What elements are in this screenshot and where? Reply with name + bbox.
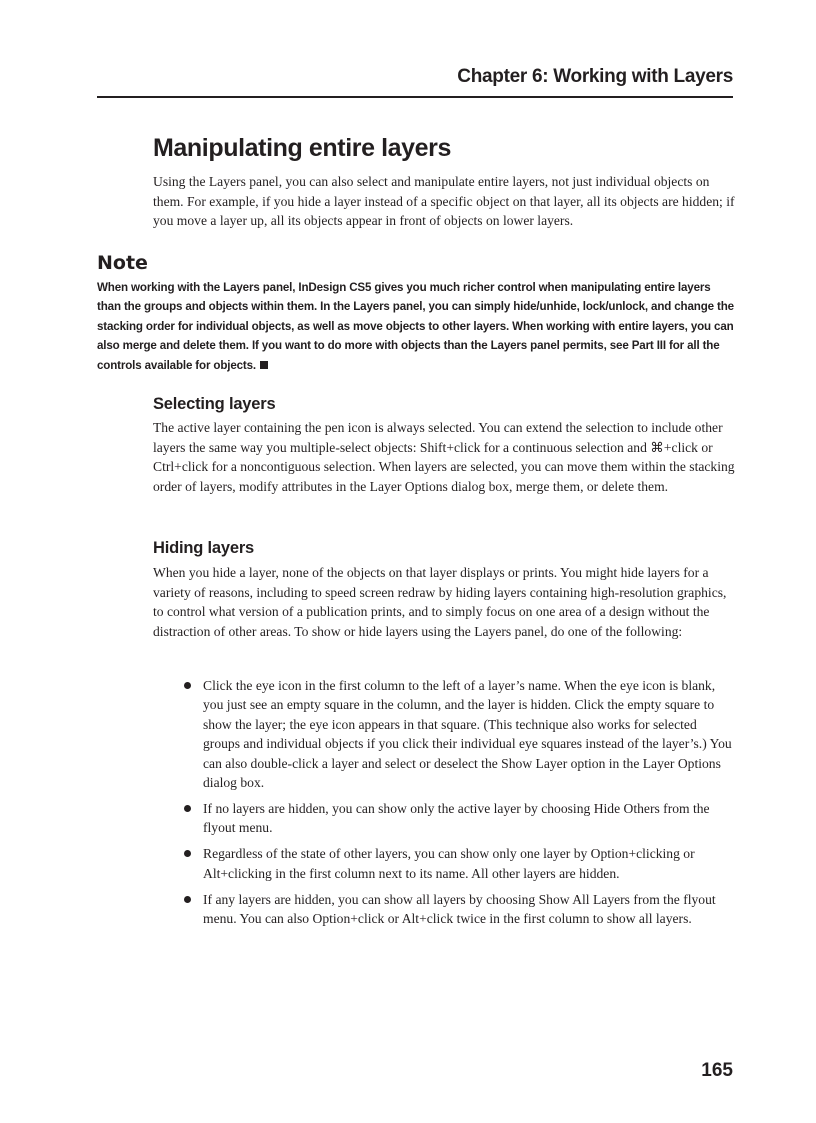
section-intro: Using the Layers panel, you can also select and manipulate entire layers, not just individual objects on them. For example, if you hide a layer instead of a specific object on that layer, all its objects are hidden; if you move a layer up, all its objects appear in front of objects on lower layers.	[153, 174, 735, 229]
bullet-icon	[184, 805, 191, 812]
hiding-layers-heading: Hiding layers	[153, 539, 255, 557]
list-item-text: Regardless of the state of other layers, you can show only one layer by Option+clicking or Alt+clicking in the first column next to its name. All other layers are hidden.	[203, 846, 695, 881]
hiding-options-list	[183, 676, 737, 935]
hiding-layers-text: When you hide a layer, none of the objects on that layer displays or prints. You might hide layers for a variety of reasons, including to speed screen redraw by hiding layers containing high-resolution graphics, to control what version of a publication prints, and to simply focus on one area of a design without the distraction of other areas. To show or hide layers using the Layers panel, do one of the following:	[153, 565, 727, 639]
note-heading: Note	[97, 252, 148, 274]
note-body	[97, 278, 737, 375]
selecting-layers-text: The active layer containing the pen icon is always selected. You can extend the selection to include other layers the same way you multiple-select objects: Shift+click for a continuous selection and ⌘+click or Ctrl+click for a noncontiguous selection. When layers are selected, you can move them within the stacking order of layers, modify attributes in the Layer Options dialog box, merge them, or delete them.	[153, 420, 735, 494]
end-of-note-icon	[260, 361, 268, 369]
list-item	[183, 799, 737, 838]
list-item	[183, 676, 737, 792]
chapter-title: Chapter 6: Working with Layers	[457, 66, 733, 87]
page-number: 165	[701, 1060, 733, 1081]
bullet-icon	[184, 896, 191, 903]
section-title: Manipulating entire layers	[153, 134, 452, 162]
list-item-text: If no layers are hidden, you can show only the active layer by choosing Hide Others from the flyout menu.	[203, 800, 710, 836]
list-item-text: Click the eye icon in the first column to the left of a layer’s name. When the eye icon is blank, you just see an empty square in the column, and the layer is hidden. Click the empty square to show the layer; the eye icon appears in that square. (This technique also works for selected groups and individual objects if you click their individual eye squares instead of the layer’s.) You can also double-click a layer and select or deselect the Show Layer option in the Layer Options dialog box.	[203, 678, 732, 791]
list-item	[183, 844, 737, 883]
bullet-icon	[184, 850, 191, 857]
selecting-layers-heading: Selecting layers	[153, 395, 276, 413]
list-item	[183, 890, 737, 929]
bullet-icon	[184, 682, 191, 689]
running-head	[97, 64, 733, 98]
note-text: When working with the Layers panel, InDesign CS5 gives you much richer control when manipulating entire layers than the groups and objects within them. In the Layers panel, you can simply hide/unhide, lock/unlock, and change the stacking order for individual objects, as well as move objects to other layers. When working with entire layers, you can also merge and delete them. If you want to do more with objects than the Layers panel permits, see Part III for all the controls available for objects.	[97, 281, 734, 372]
list-item-text: If any layers are hidden, you can show all layers by choosing Show All Layers from the flyout menu. You can also Option+click or Alt+click twice in the first column to show all layers.	[203, 891, 716, 926]
